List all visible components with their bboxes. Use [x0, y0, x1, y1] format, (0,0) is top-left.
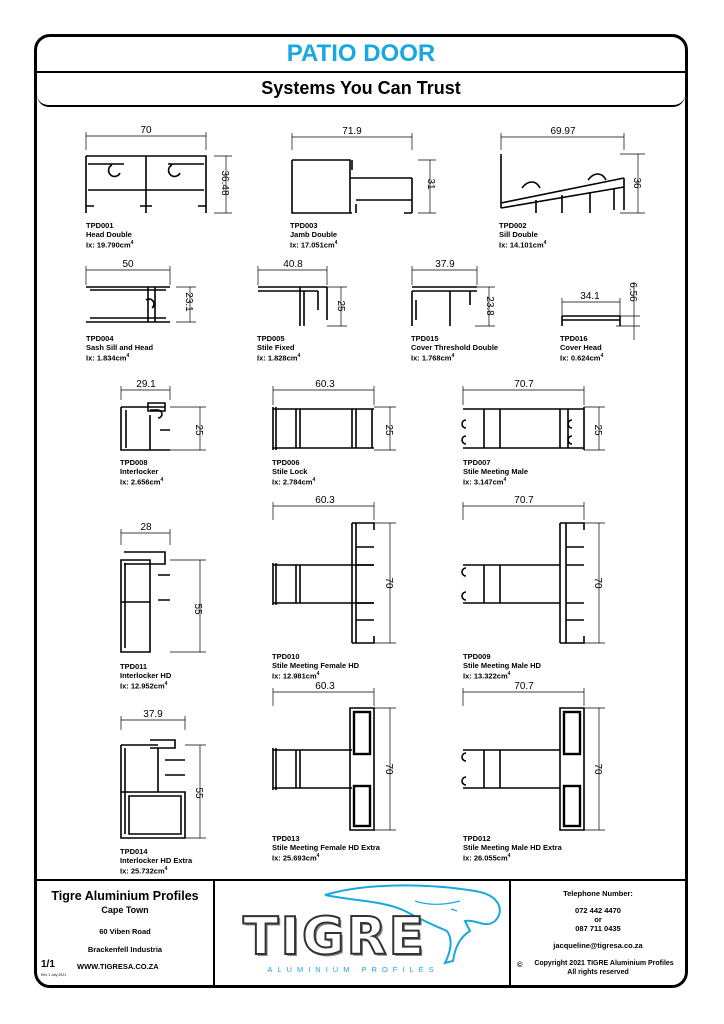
- dim-width-tpd007: 70.7: [514, 379, 534, 390]
- dim-height-tpd008: 25: [193, 424, 204, 436]
- dim-height-tpd006: 25: [383, 424, 394, 436]
- dim-height-tpd003: 31: [425, 178, 436, 190]
- profile-label-tpd005: TPD005 Stile Fixed Ix: $1.828cm^4$: [257, 334, 301, 363]
- dim-width-tpd002: 69.97: [550, 126, 576, 137]
- company-name: Tigre Aluminium Profiles: [51, 889, 199, 903]
- dim-height-tpd010: 70: [383, 577, 394, 589]
- dim-height-tpd016: 6.56: [627, 282, 638, 302]
- dim-height-tpd014: 55: [193, 787, 204, 799]
- dim-width-tpd009: 70.7: [514, 495, 534, 506]
- dim-height-tpd015: 23.8: [484, 296, 495, 316]
- dim-width-tpd014: 37.9: [143, 709, 163, 720]
- dim-width-tpd001: 70: [140, 125, 152, 136]
- email-link[interactable]: jacqueline@tigresa.co.za: [553, 941, 643, 950]
- dim-width-tpd015: 37.9: [435, 259, 455, 270]
- address-line-2: Brackenfell Industria: [87, 945, 163, 954]
- page-subtitle: Systems You Can Trust: [261, 78, 461, 98]
- profile-label-tpd007: TPD007 Stile Meeting Male Ix: $3.147cm^4$: [463, 458, 529, 487]
- title-block: [37, 879, 685, 985]
- profile-label-tpd006: TPD006 Stile Lock Ix: $2.784cm^4$: [272, 458, 316, 487]
- profile-label-tpd012: TPD012 Stile Meeting Male HD Extra Ix: $26.055cm^4$: [463, 834, 562, 863]
- dim-height-tpd002: 36: [631, 177, 642, 189]
- dim-height-tpd001: 36.48: [219, 170, 230, 196]
- website-link[interactable]: WWW.TIGRESA.CO.ZA: [77, 962, 159, 971]
- dim-width-tpd012: 70.7: [514, 681, 534, 692]
- profile-label-tpd013: TPD013 Stile Meeting Female HD Extra Ix: $25.693cm^4$: [272, 834, 380, 863]
- logo-wordmark: TIGRE: [243, 907, 427, 967]
- profile-label-tpd010: TPD010 Stile Meeting Female HD Ix: $12.981cm^4$: [272, 652, 360, 681]
- phone-1: 072 442 4470: [575, 906, 621, 915]
- phone-or: or: [594, 915, 602, 924]
- company-info: [37, 881, 215, 985]
- dim-height-tpd007: 25: [592, 424, 603, 436]
- rights-text: All rights reserved: [567, 969, 629, 976]
- dim-width-tpd005: 40.8: [283, 259, 303, 270]
- phone-heading: Telephone Number:: [563, 889, 633, 898]
- drawing-sheet: [34, 34, 688, 988]
- dim-width-tpd004: 50: [122, 259, 134, 270]
- dim-height-tpd005: 25: [335, 300, 346, 312]
- profile-label-tpd009: TPD009 Stile Meeting Male HD Ix: $13.322cm^4$: [463, 652, 541, 681]
- copyright-symbol: ©: [517, 960, 523, 969]
- profile-label-tpd008: TPD008 Interlocker Ix: $2.656cm^4$: [120, 458, 164, 487]
- address-line-1: 60 Viben Road: [99, 927, 151, 936]
- contact-info: [509, 881, 685, 985]
- profile-label-tpd015: TPD015 Cover Threshold Double Ix: $1.768cm^4$: [411, 334, 499, 363]
- revision-note: Rev 1 July 2021: [41, 973, 67, 977]
- dim-height-tpd009: 70: [592, 577, 603, 589]
- logo-tagline: ALUMINIUM PROFILES: [267, 965, 439, 974]
- dim-height-tpd012: 70: [592, 763, 603, 775]
- dim-width-tpd016: 34.1: [580, 291, 600, 302]
- dim-width-tpd003: 71.9: [342, 126, 362, 137]
- profile-label-tpd003: TPD003 Jamb Double Ix: $17.051cm^4$: [290, 221, 338, 250]
- dim-height-tpd004: 23.1: [183, 292, 194, 312]
- logo-area: [215, 881, 513, 985]
- phone-2: 087 711 0435: [575, 924, 621, 933]
- profile-label-tpd014: TPD014 Interlocker HD Extra Ix: $25.732cm^4$: [120, 847, 193, 876]
- dim-width-tpd008: 29.1: [136, 379, 156, 390]
- dim-width-tpd010: 60.3: [315, 495, 335, 506]
- dim-width-tpd011: 28: [140, 522, 152, 533]
- dim-width-tpd013: 60.3: [315, 681, 335, 692]
- profile-label-tpd002: TPD002 Sill Double Ix: $14.101cm^4$: [499, 221, 547, 250]
- profile-label-tpd004: TPD004 Sash Sill and Head Ix: $1.834cm^4$: [86, 334, 154, 363]
- dim-width-tpd006: 60.3: [315, 379, 335, 390]
- profile-label-tpd016: TPD016 Cover Head Ix: $0.624cm^4$: [560, 334, 604, 363]
- profile-label-tpd011: TPD011 Interlocker HD Ix: $12.952cm^4$: [120, 662, 172, 691]
- page-number: 1/1: [41, 959, 55, 970]
- profile-label-tpd001: TPD001 Head Double Ix: $19.790cm^4$: [86, 221, 134, 250]
- company-city: Cape Town: [101, 905, 149, 915]
- dim-height-tpd013: 70: [383, 763, 394, 775]
- dim-height-tpd011: 55: [192, 603, 203, 615]
- page-title: PATIO DOOR: [286, 40, 436, 67]
- copyright-text: Copyright 2021 TIGRE Aluminium Profiles: [534, 960, 674, 967]
